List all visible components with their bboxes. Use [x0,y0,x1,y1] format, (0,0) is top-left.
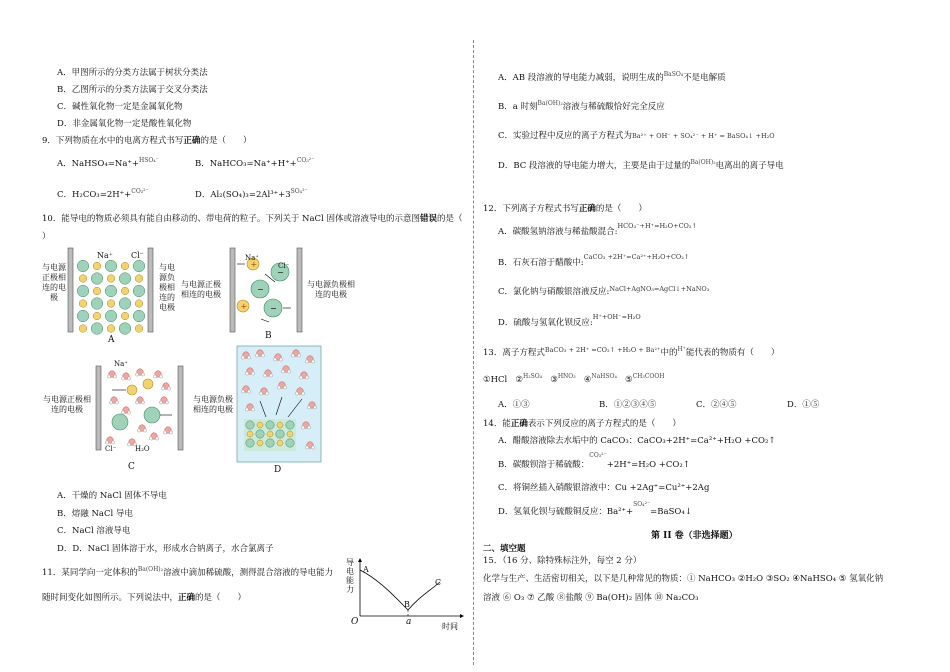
water-hydrogen [159,375,162,378]
water-hydrogen [137,429,140,432]
section-title: 二、填空题 [483,544,526,554]
water-hydrogen [305,360,308,363]
water-hydrogen [163,431,166,434]
fig-b-left-label: 与电源正极相连的电极 [181,280,221,299]
na-ion [121,287,129,295]
svg-text:−: − [270,304,277,313]
cl-ion [286,421,294,429]
water-hydrogen [111,441,114,444]
q9-option-c: C．H₂CO₃=2H⁺+$^{CO_3^{2-}}$ [57,188,149,200]
na-ion [121,312,129,320]
q11-option-d: D．BC 段溶液的导电能力增大，主要是由于过量的$^{Ba(OH)_2}$电离出的离子导电 [498,159,784,171]
water-hydrogen [313,406,316,409]
cl-ion [77,285,89,297]
water-hydrogen [155,437,158,440]
cl-ion [133,310,145,322]
fig-c-left-label: 与电源正极相连的电极 [43,395,91,414]
water-hydrogen [265,392,268,395]
graph-x-a: a [406,617,412,627]
q11-option-a: A．AB 段溶液的导电能力减弱，说明生成的$^{BaSO_4}$不是电解质 [498,71,726,83]
q15-line2: 溶液 ⑥ O₃ ⑦ 乙酸 ⑧盐酸 ⑨ Ba(OH)₂ 固体 ⑩ Na₂CO₃ [483,593,699,603]
water-hydrogen [287,370,290,373]
na-ion [79,300,87,308]
q14-option-b: B．碳酸钡溶于稀硫酸：$^{CO_3^{2-}}$+2H⁺=H₂O +CO₂↑ [498,452,690,470]
water-hydrogen [245,408,248,411]
graph-x-label: 时间 [442,622,458,631]
water-hydrogen [127,443,130,446]
q9-option-b: B．NaHCO₃=Na⁺+H⁺+$^{CO_3^{2-}}$ [195,157,315,169]
na-ion [135,300,143,308]
q10-stem-end: ） [42,232,51,242]
q14-option-d: D．氢氧化钡与硫酸铜反应：Ba²⁺+$^{SO_4^{2-}}$=BaSO₄↓ [498,501,692,517]
column-divider [473,40,475,665]
graph-point-b: B [404,600,410,609]
svg-text:−: − [257,285,264,294]
na-ion [107,300,115,308]
q11-option-b: B．a 时刻$^{Ba(OH)_2}$溶液与稀硫酸恰好完全反应 [498,100,665,112]
water-hydrogen [259,392,262,395]
water-hydrogen [279,358,282,361]
na-ion [287,431,293,437]
cl-ion [133,260,145,272]
water-hydrogen [263,374,266,377]
water-hydrogen [299,376,302,379]
cl-ion [246,421,254,429]
cl-ion [91,323,103,335]
na-ion [79,325,87,333]
na-ion [257,440,263,446]
na-ion [107,275,115,283]
cl-ion [119,298,131,310]
water-hydrogen [109,401,112,404]
water-hydrogen [149,437,152,440]
cl-ion [91,298,103,310]
q10-option-b: B．熔融 NaCl 导电 [57,509,133,519]
fig-c-na-label: Na⁺ [114,360,128,368]
fig-c-cl-label: Cl⁻ [105,445,117,453]
water-hydrogen [283,386,286,389]
cl-ion [276,430,284,438]
svg-text:+: + [240,302,248,311]
q11-stem-line1: 11．某同学向一定体积的$^{Ba(OH)_2}$溶液中滴加稀硫酸，测得混合溶液的导电能力 [42,566,334,578]
water-hydrogen [301,392,304,395]
q15-line1: 化学与生产、生活密切相关，以下是几种常见的物质：① NaHCO₃ ②H₂O ③SO₂ ④NaHSO₄ ⑤ 氢氧化钠 [483,574,884,584]
q10-stem: 10．能导电的物质必须具有能自由移动的、带电荷的粒子。下列关于 NaCl 固体或溶液导电的示意图错误的是（ [42,214,463,224]
cl-ion [91,273,103,285]
fig-c-right-label: 与电源负极相连的电极 [193,395,233,414]
water-hydrogen [269,374,272,377]
q12-option-b: B．石灰石溶于醋酸中:$^{CaCO_3 +2H^+=Ca^{2+}+H_2O+CO_2↑}$ [498,253,690,268]
fig-c-caption: C [128,462,135,472]
water-hydrogen [255,354,258,357]
water-hydrogen [305,376,308,379]
water-hydrogen [159,401,162,404]
q8-option-b: B．乙图所示的分类方法属于交叉分类法 [57,85,208,95]
cl-ion [266,421,274,429]
fig-a-right-label: 与电源负极相连的电极 [159,263,175,312]
water-hydrogen [295,392,298,395]
water-hydrogen [307,406,310,409]
cl-ion [105,260,117,272]
cl-ion [286,439,294,447]
water-hydrogen [107,375,110,378]
cl-ion [105,285,117,297]
water-hydrogen [113,375,116,378]
water-hydrogen [141,401,144,404]
q14-option-c: C．将铜丝插入硝酸银溶液中：Cu +2Ag⁺=Cu²⁺+2Ag [498,483,710,493]
q11-stem-line2: 随时间变化如图所示。下列说法中，正确的是（ ） [42,593,247,603]
cl-ion [266,439,274,447]
water-hydrogen [245,372,248,375]
fig-b-cl-label: Cl⁻ [278,262,290,270]
water-hydrogen [121,411,124,414]
water-hydrogen [165,401,168,404]
water-hydrogen [115,401,118,404]
water-hydrogen [241,356,244,359]
fig-b-right-label: 与电源负极相连的电极 [307,280,355,299]
fig-a-na-label: Na⁺ [97,251,113,260]
water-hydrogen [281,370,284,373]
fig-d-dissolving-nacl [236,345,322,463]
q13-option-c: C．②④⑤ [696,400,737,410]
q10-option-d: D．D．NaCl 固体溶于水，形成水合钠离子，水合氯离子 [57,544,274,554]
q15-stem: 15．（16 分、除特殊标注外，每空 2 分） [483,556,642,566]
water-hydrogen [305,446,308,449]
water-hydrogen [311,446,314,449]
na-ion [267,431,273,437]
water-hydrogen [143,429,146,432]
water-hydrogen [141,373,144,376]
q9-option-d: D．$Al_2(SO_4)_3=2Al^{3+}+3^{SO_4^{2-}}$ [195,188,308,200]
water-hydrogen [311,360,314,363]
water-hydrogen [153,375,156,378]
q13-option-a: A．①③ [498,400,530,410]
q10-option-a: A．干燥的 NaCl 固体不导电 [57,491,167,501]
na-ion [277,422,283,428]
fig-c-h2o-label: H₂O [135,445,150,453]
fig-b-na-label: Na⁺ [245,254,259,262]
q8-option-a: A．甲图所示的分类方法属于树状分类法 [57,68,208,78]
na-ion [135,275,143,283]
water-hydrogen [307,426,310,429]
q9-stem: 9．下列物质在水中的电离方程式书写正确的是（ ） [42,136,252,146]
graph-y-label: 导电能力 [346,558,354,594]
fig-a-left-label: 与电源正极相连的电极 [42,263,66,302]
na-ion [247,431,253,437]
water-hydrogen [277,386,280,389]
svg-text:−: − [277,268,284,277]
cl-ion [77,310,89,322]
svg-text:+: + [250,260,258,269]
q8-option-c: C．碱性氧化物一定是金属氧化物 [57,102,183,112]
q12-option-d: D．硫酸与氢氧化钡反应:$^{H^++OH^-=H_2O}$ [498,313,641,328]
q12-option-c: C．氯化钠与硝酸银溶液反应:$^{NaCl+AgNO_3=AgCl↓+NaNO_3}$ [498,285,710,297]
fig-a-cl-label: Cl⁻ [131,251,144,260]
q13-option-b: B．①②③④⑤ [599,400,657,410]
q8-option-d: D．非金属氧化物一定是酸性氧化物 [57,119,192,129]
fig-d-caption: D [274,465,282,475]
graph-point-a: A [363,565,369,574]
q14-option-a: A．醋酸溶液除去水垢中的 CaCO₃：CaCO₃+2H⁺=Ca²⁺+H₂O +CO₂↑ [498,436,776,446]
water-hydrogen [161,387,164,390]
q13-items: ①HCl ②$^{H_2SO_4}$ ③$^{HNO_3}$ ④$^{NaHSO_4}$ ⑤$^{CH_3COOH}$ [483,373,665,385]
water-hydrogen [241,390,244,393]
water-hydrogen [301,426,304,429]
cl-ion [256,430,264,438]
water-hydrogen [127,411,130,414]
part-two-title: 第 II 卷（非选择题） [651,531,738,541]
cl-ion [105,310,117,322]
q9-option-a: A．NaHSO₄=Na⁺+$^{HSO_4^-}$ [57,157,159,169]
water-hydrogen [121,377,124,380]
na-ion [277,440,283,446]
fig-b-caption: B [265,331,272,341]
water-hydrogen [135,401,138,404]
q13-stem: 13．离子方程式$^{BaCO_3 + 2H^+ =CO_2↑ +H_2O + Ba^{2+}}$中的$^{H^+}$能代表的物质有（ ） [483,346,780,358]
cl-ion [133,285,145,297]
cl-ion [119,273,131,285]
water-hydrogen [127,377,130,380]
water-hydrogen [273,358,276,361]
water-hydrogen [105,441,108,444]
na-ion [257,422,263,428]
na-ion [93,312,101,320]
water-hydrogen [291,354,294,357]
cl-ion [246,439,254,447]
q12-stem: 12．下列离子方程式书写正确的是（ ） [483,204,647,214]
water-hydrogen [167,387,170,390]
na-ion [121,262,129,270]
q14-stem: 14．能正确表示下列反应的离子方程式的是（ ） [483,419,681,429]
water-hydrogen [247,356,250,359]
q10-option-c: C．NaCl 溶液导电 [57,526,131,536]
graph-origin: O [351,617,359,627]
na-ion [135,325,143,333]
na-ion [93,287,101,295]
graph-point-c: C [435,578,442,587]
water-hydrogen [251,372,254,375]
water-hydrogen [247,390,250,393]
water-hydrogen [251,408,254,411]
water-hydrogen [261,354,264,357]
fig-a-caption: A [108,335,115,345]
cl-ion [77,260,89,272]
fig-b-molten-nacl [225,244,309,336]
water-hydrogen [135,373,138,376]
q12-option-a: A．碳酸氢钠溶液与稀盐酸混合:$^{HCO_3^-+H^+=H_2O+CO_2↑}$ [498,222,697,237]
na-ion [93,262,101,270]
cl-ion [119,323,131,335]
water-hydrogen [169,431,172,434]
q13-option-d: D．①⑤ [787,400,820,410]
water-hydrogen [297,354,300,357]
na-ion [107,325,115,333]
q11-option-c: C．实验过程中反应的离子方程式为Ba²⁺ + OH⁻ + SO₄²⁻ + H⁺ = BaSO₄↓ +H₂O [498,131,775,141]
na-ion [79,275,87,283]
